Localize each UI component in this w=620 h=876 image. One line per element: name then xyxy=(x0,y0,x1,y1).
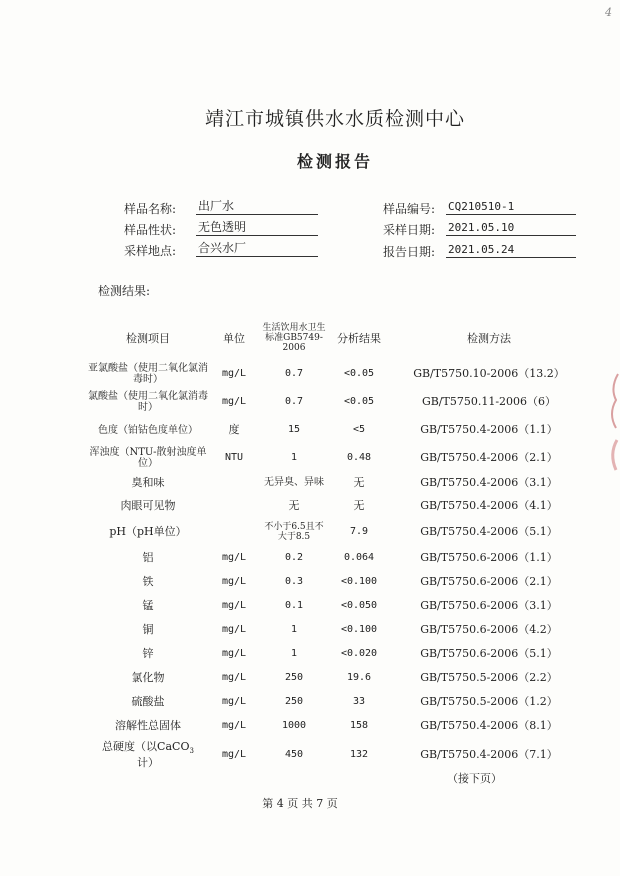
item-method: GB/T5750.4-2006（3.1） xyxy=(420,476,558,489)
item-standard: 无异臭、异味 xyxy=(264,477,324,488)
report-date-value: 2021.05.24 xyxy=(446,242,576,258)
sampling-date-value: 2021.05.10 xyxy=(446,220,576,236)
item-standard: 无 xyxy=(288,499,300,512)
item-unit: mg/L xyxy=(221,368,247,379)
item-standard: 0.7 xyxy=(284,396,304,407)
table-row xyxy=(88,666,588,690)
report-date-label: 报告日期: xyxy=(383,245,436,259)
sample-number-label: 样品编号: xyxy=(383,202,436,216)
side-seal-stamp xyxy=(604,370,620,480)
item-name: 锌 xyxy=(142,647,154,660)
item-standard: 0.3 xyxy=(284,576,304,587)
item-name: 铁 xyxy=(142,575,154,588)
item-unit: mg/L xyxy=(221,624,247,635)
item-name: 锰 xyxy=(142,599,154,612)
item-name: 臭和味 xyxy=(131,476,165,489)
item-unit: mg/L xyxy=(221,552,247,563)
item-standard: 1000 xyxy=(281,720,307,731)
item-standard: 15 xyxy=(287,424,301,435)
item-result: 0.064 xyxy=(343,552,375,563)
sampling-date-label: 采样日期: xyxy=(383,223,436,237)
item-name: 氯化物 xyxy=(131,671,165,684)
header-unit: 单位 xyxy=(223,332,245,345)
item-result: 无 xyxy=(353,499,365,512)
item-result: <0.05 xyxy=(343,368,375,379)
item-unit: mg/L xyxy=(221,749,247,760)
item-standard: 1 xyxy=(290,452,298,463)
page-prefix: 第 xyxy=(262,797,274,810)
item-standard: 250 xyxy=(284,696,304,707)
item-name: pH（pH单位） xyxy=(109,525,187,538)
table-row xyxy=(88,472,588,494)
table-row xyxy=(88,494,588,518)
item-method: GB/T5750.4-2006（2.1） xyxy=(420,451,558,464)
item-name: 色度（铂钴色度单位） xyxy=(98,424,198,436)
item-method: GB/T5750.6-2006（5.1） xyxy=(420,647,558,660)
item-name-subscript: 3 xyxy=(189,747,194,756)
item-standard: 0.7 xyxy=(284,368,304,379)
item-method: GB/T5750.10-2006（13.2） xyxy=(413,367,565,380)
header-standard: 生活饮用水卫生标准GB5749-2006 xyxy=(262,323,326,353)
item-result: <0.100 xyxy=(340,576,378,587)
item-name: 肉眼可见物 xyxy=(120,499,176,512)
item-result: 33 xyxy=(352,696,366,707)
item-result: 7.9 xyxy=(349,526,369,537)
item-unit: mg/L xyxy=(221,600,247,611)
page-mid: 页 共 xyxy=(287,797,313,810)
item-name-prefix: 总硬度（以CaCO xyxy=(102,739,190,753)
table-row xyxy=(88,416,588,444)
sampling-location-value: 合兴水厂 xyxy=(196,241,318,257)
item-unit: NTU xyxy=(224,452,244,463)
item-unit: mg/L xyxy=(221,672,247,683)
report-title: 靖江市城镇供水水质检测中心 xyxy=(204,108,465,130)
item-method: GB/T5750.5-2006（1.2） xyxy=(420,695,558,708)
item-name-suffix: 计） xyxy=(137,756,159,770)
header-method: 检测方法 xyxy=(467,332,511,345)
table-header-row xyxy=(88,316,588,360)
item-standard: 0.2 xyxy=(284,552,304,563)
item-method: GB/T5750.6-2006（1.1） xyxy=(420,551,558,564)
item-standard: 不小于6.5且不大于8.5 xyxy=(264,522,324,542)
item-name: 铝 xyxy=(142,551,154,564)
table-row xyxy=(88,444,588,472)
sampling-location-label: 采样地点: xyxy=(124,244,177,258)
item-standard: 1 xyxy=(290,648,298,659)
item-method: GB/T5750.6-2006（4.2） xyxy=(420,623,558,636)
item-result: 无 xyxy=(353,476,365,489)
item-result: <0.020 xyxy=(340,648,378,659)
item-result: 0.48 xyxy=(346,452,372,463)
item-unit: mg/L xyxy=(221,396,247,407)
item-name: 氯酸盐（使用二氧化氯消毒时） xyxy=(88,391,208,413)
item-unit: mg/L xyxy=(221,720,247,731)
item-result: <0.100 xyxy=(340,624,378,635)
item-result: <5 xyxy=(352,424,366,435)
table-row xyxy=(88,360,588,388)
item-method: GB/T5750.11-2006（6） xyxy=(421,395,557,408)
sample-number-value: CQ210510-1 xyxy=(446,199,576,215)
table-row xyxy=(88,738,588,772)
table-row xyxy=(88,546,588,570)
table-row xyxy=(88,570,588,594)
item-method: GB/T5750.4-2006（5.1） xyxy=(420,525,558,538)
item-standard: 1 xyxy=(290,624,298,635)
results-label: 检测结果: xyxy=(98,284,151,298)
table-row xyxy=(88,690,588,714)
table-row xyxy=(88,388,588,416)
table-row xyxy=(88,714,588,738)
item-method: GB/T5750.6-2006（2.1） xyxy=(420,575,558,588)
item-unit xyxy=(208,472,260,494)
item-unit xyxy=(208,518,260,546)
item-method: GB/T5750.4-2006（8.1） xyxy=(420,719,558,732)
item-standard: 450 xyxy=(284,749,304,760)
item-result: 132 xyxy=(349,749,369,760)
item-method: GB/T5750.4-2006（7.1） xyxy=(420,748,558,761)
table-row xyxy=(88,518,588,546)
results-table xyxy=(88,316,588,772)
sample-property-label: 样品性状: xyxy=(124,223,177,237)
item-unit: 度 xyxy=(228,423,240,436)
item-method: GB/T5750.4-2006（1.1） xyxy=(420,423,558,436)
item-name xyxy=(88,738,208,772)
header-result: 分析结果 xyxy=(337,332,381,345)
item-name: 亚氯酸盐（使用二氧化氯消毒时） xyxy=(88,363,208,385)
item-standard: 250 xyxy=(284,672,304,683)
item-unit: mg/L xyxy=(221,576,247,587)
item-result: <0.050 xyxy=(340,600,378,611)
table-row xyxy=(88,594,588,618)
report-subtitle: 检测报告 xyxy=(296,152,373,171)
corner-page-note: 4 xyxy=(605,6,612,19)
item-method: GB/T5750.4-2006（4.1） xyxy=(420,499,558,512)
page-number: 4 xyxy=(276,797,284,810)
continue-note: （接下页） xyxy=(447,772,502,785)
page-suffix: 页 xyxy=(326,797,338,810)
item-standard: 0.1 xyxy=(284,600,304,611)
item-unit xyxy=(208,494,260,518)
item-result: 158 xyxy=(349,720,369,731)
table-row xyxy=(88,618,588,642)
item-unit: mg/L xyxy=(221,696,247,707)
item-method: GB/T5750.6-2006（3.1） xyxy=(420,599,558,612)
item-name: 溶解性总固体 xyxy=(115,719,181,732)
item-result: 19.6 xyxy=(346,672,372,683)
table-row xyxy=(88,642,588,666)
sample-property-value: 无色透明 xyxy=(196,220,318,236)
item-name: 硫酸盐 xyxy=(131,695,165,708)
page-total: 7 xyxy=(316,797,324,810)
header-item: 检测项目 xyxy=(126,332,170,345)
sample-name-value: 出厂水 xyxy=(196,199,318,215)
sample-name-label: 样品名称: xyxy=(124,202,177,216)
item-unit: mg/L xyxy=(221,648,247,659)
item-result: <0.05 xyxy=(343,396,375,407)
page-footer xyxy=(0,795,600,811)
item-name: 铜 xyxy=(142,623,154,636)
item-name: 浑浊度（NTU-散射浊度单位） xyxy=(89,447,207,469)
item-method: GB/T5750.5-2006（2.2） xyxy=(420,671,558,684)
